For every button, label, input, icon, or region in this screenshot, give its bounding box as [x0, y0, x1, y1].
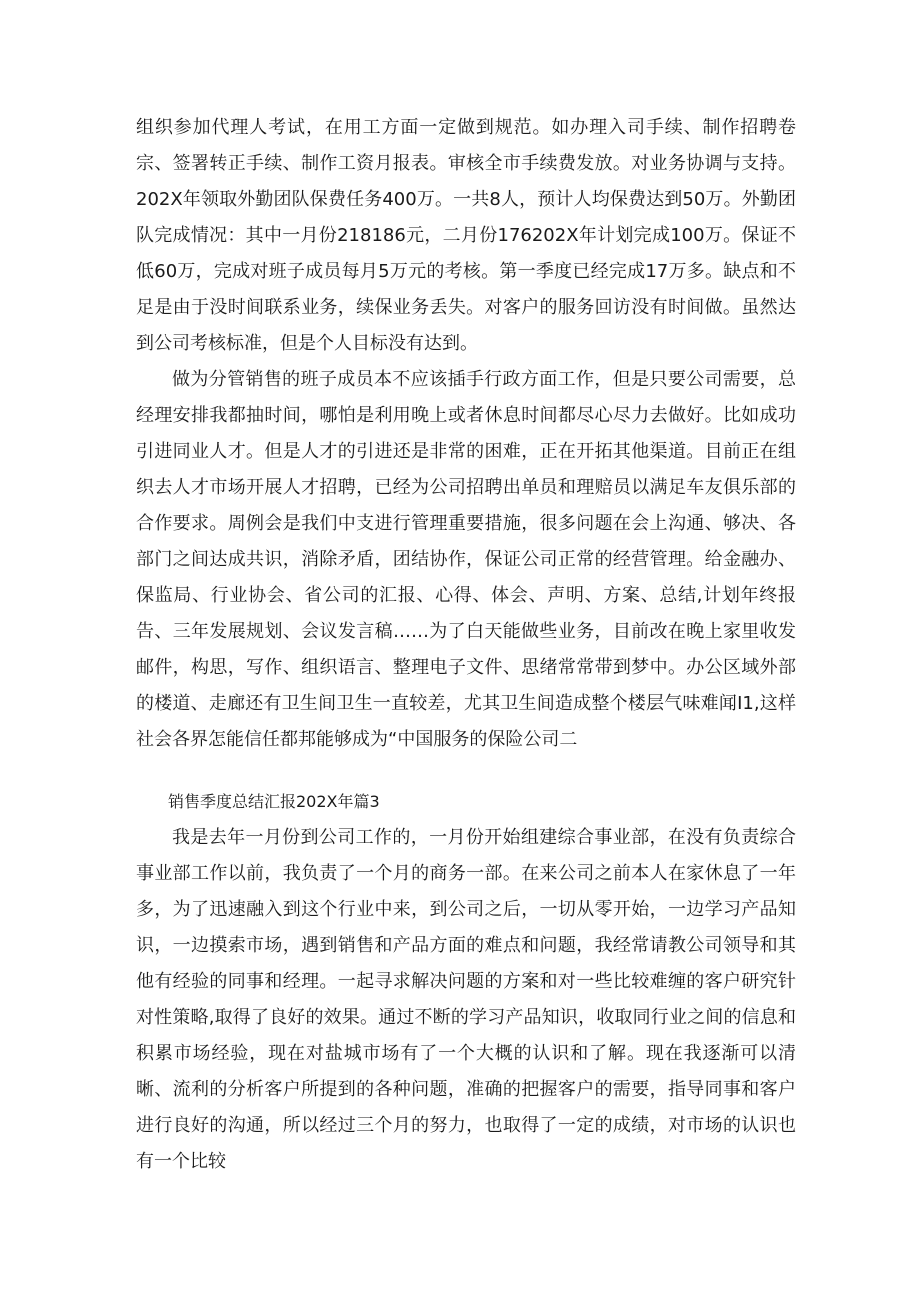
paragraph-1: 组织参加代理人考试，在用工方面一定做到规范。如办理入司手续、制作招聘卷宗、签署转正手续、制作工资月报表。审核全市手续费发放。对业务协调与支持。202X年领取外勤团队保费任务400万。一共8人，预计人均保费达到50万。外勤团队完成情况：其中一月份218186元，二月份176202X年计划完成100万。保证不低60万，完成对班子成员每月5万元的考核。第一季度已经完成17万多。缺点和不足是由于没时间联系业务，续保业务丢失。对客户的服务回访没有时间做。虽然达到公司考核标准，但是个人目标没有达到。: [136, 117, 796, 354]
document-body: [136, 110, 796, 1180]
paragraph-2: 做为分管销售的班子成员本不应该插手行政方面工作，但是只要公司需要，总经理安排我都抽时间，哪怕是利用晚上或者休息时间都尽心尽力去做好。比如成功引进同业人才。但是人才的引进还是非常的困难，正在开拓其他渠道。目前正在组织去人才市场开展人才招聘，已经为公司招聘出单员和理赔员以满足车友俱乐部的合作要求。周例会是我们中支进行管理重要措施，很多问题在会上沟通、够决、各部门之间达成共识，消除矛盾，团结协作，保证公司正常的经营管理。给金融办、保监局、行业协会、省公司的汇报、心得、体会、声明、方案、总结,计划年终报告、三年发展规划、会议发言稿……为了白天能做些业务，目前改在晚上家里收发邮件，构思，写作、组织语言、整理电子文件、思绪常常带到梦中。办公区域外部的楼道、走廊还有卫生间卫生一直较差，尤其卫生间造成整个楼层气味难闻I1,这样社会各界怎能信任都邦能够成为“中国服务的保险公司二: [136, 369, 796, 750]
section-heading: 销售季度总结汇报202X年篇3: [168, 792, 380, 811]
paragraph-3: 我是去年一月份到公司工作的，一月份开始组建综合事业部，在没有负责综合事业部工作以前，我负责了一个月的商务一部。在来公司之前本人在家休息了一年多，为了迅速融入到这个行业中来，到公司之后，一切从零开始，一边学习产品知识，一边摸索市场，遇到销售和产品方面的难点和问题，我经常请教公司领导和其他有经验的同事和经理。一起寻求解决问题的方案和对一些比较难缠的客户研究针对性策略,取得了良好的效果。通过不断的学习产品知识，收取同行业之间的信息和积累市场经验，现在对盐城市场有了一个大概的认识和了解。现在我逐渐可以清晰、流利的分析客户所提到的各种问题，准确的把握客户的需要，指导同事和客户进行良好的沟通，所以经过三个月的努力，也取得了一定的成绩，对市场的认识也有一个比较: [136, 827, 796, 1172]
section-gap: [136, 758, 796, 784]
